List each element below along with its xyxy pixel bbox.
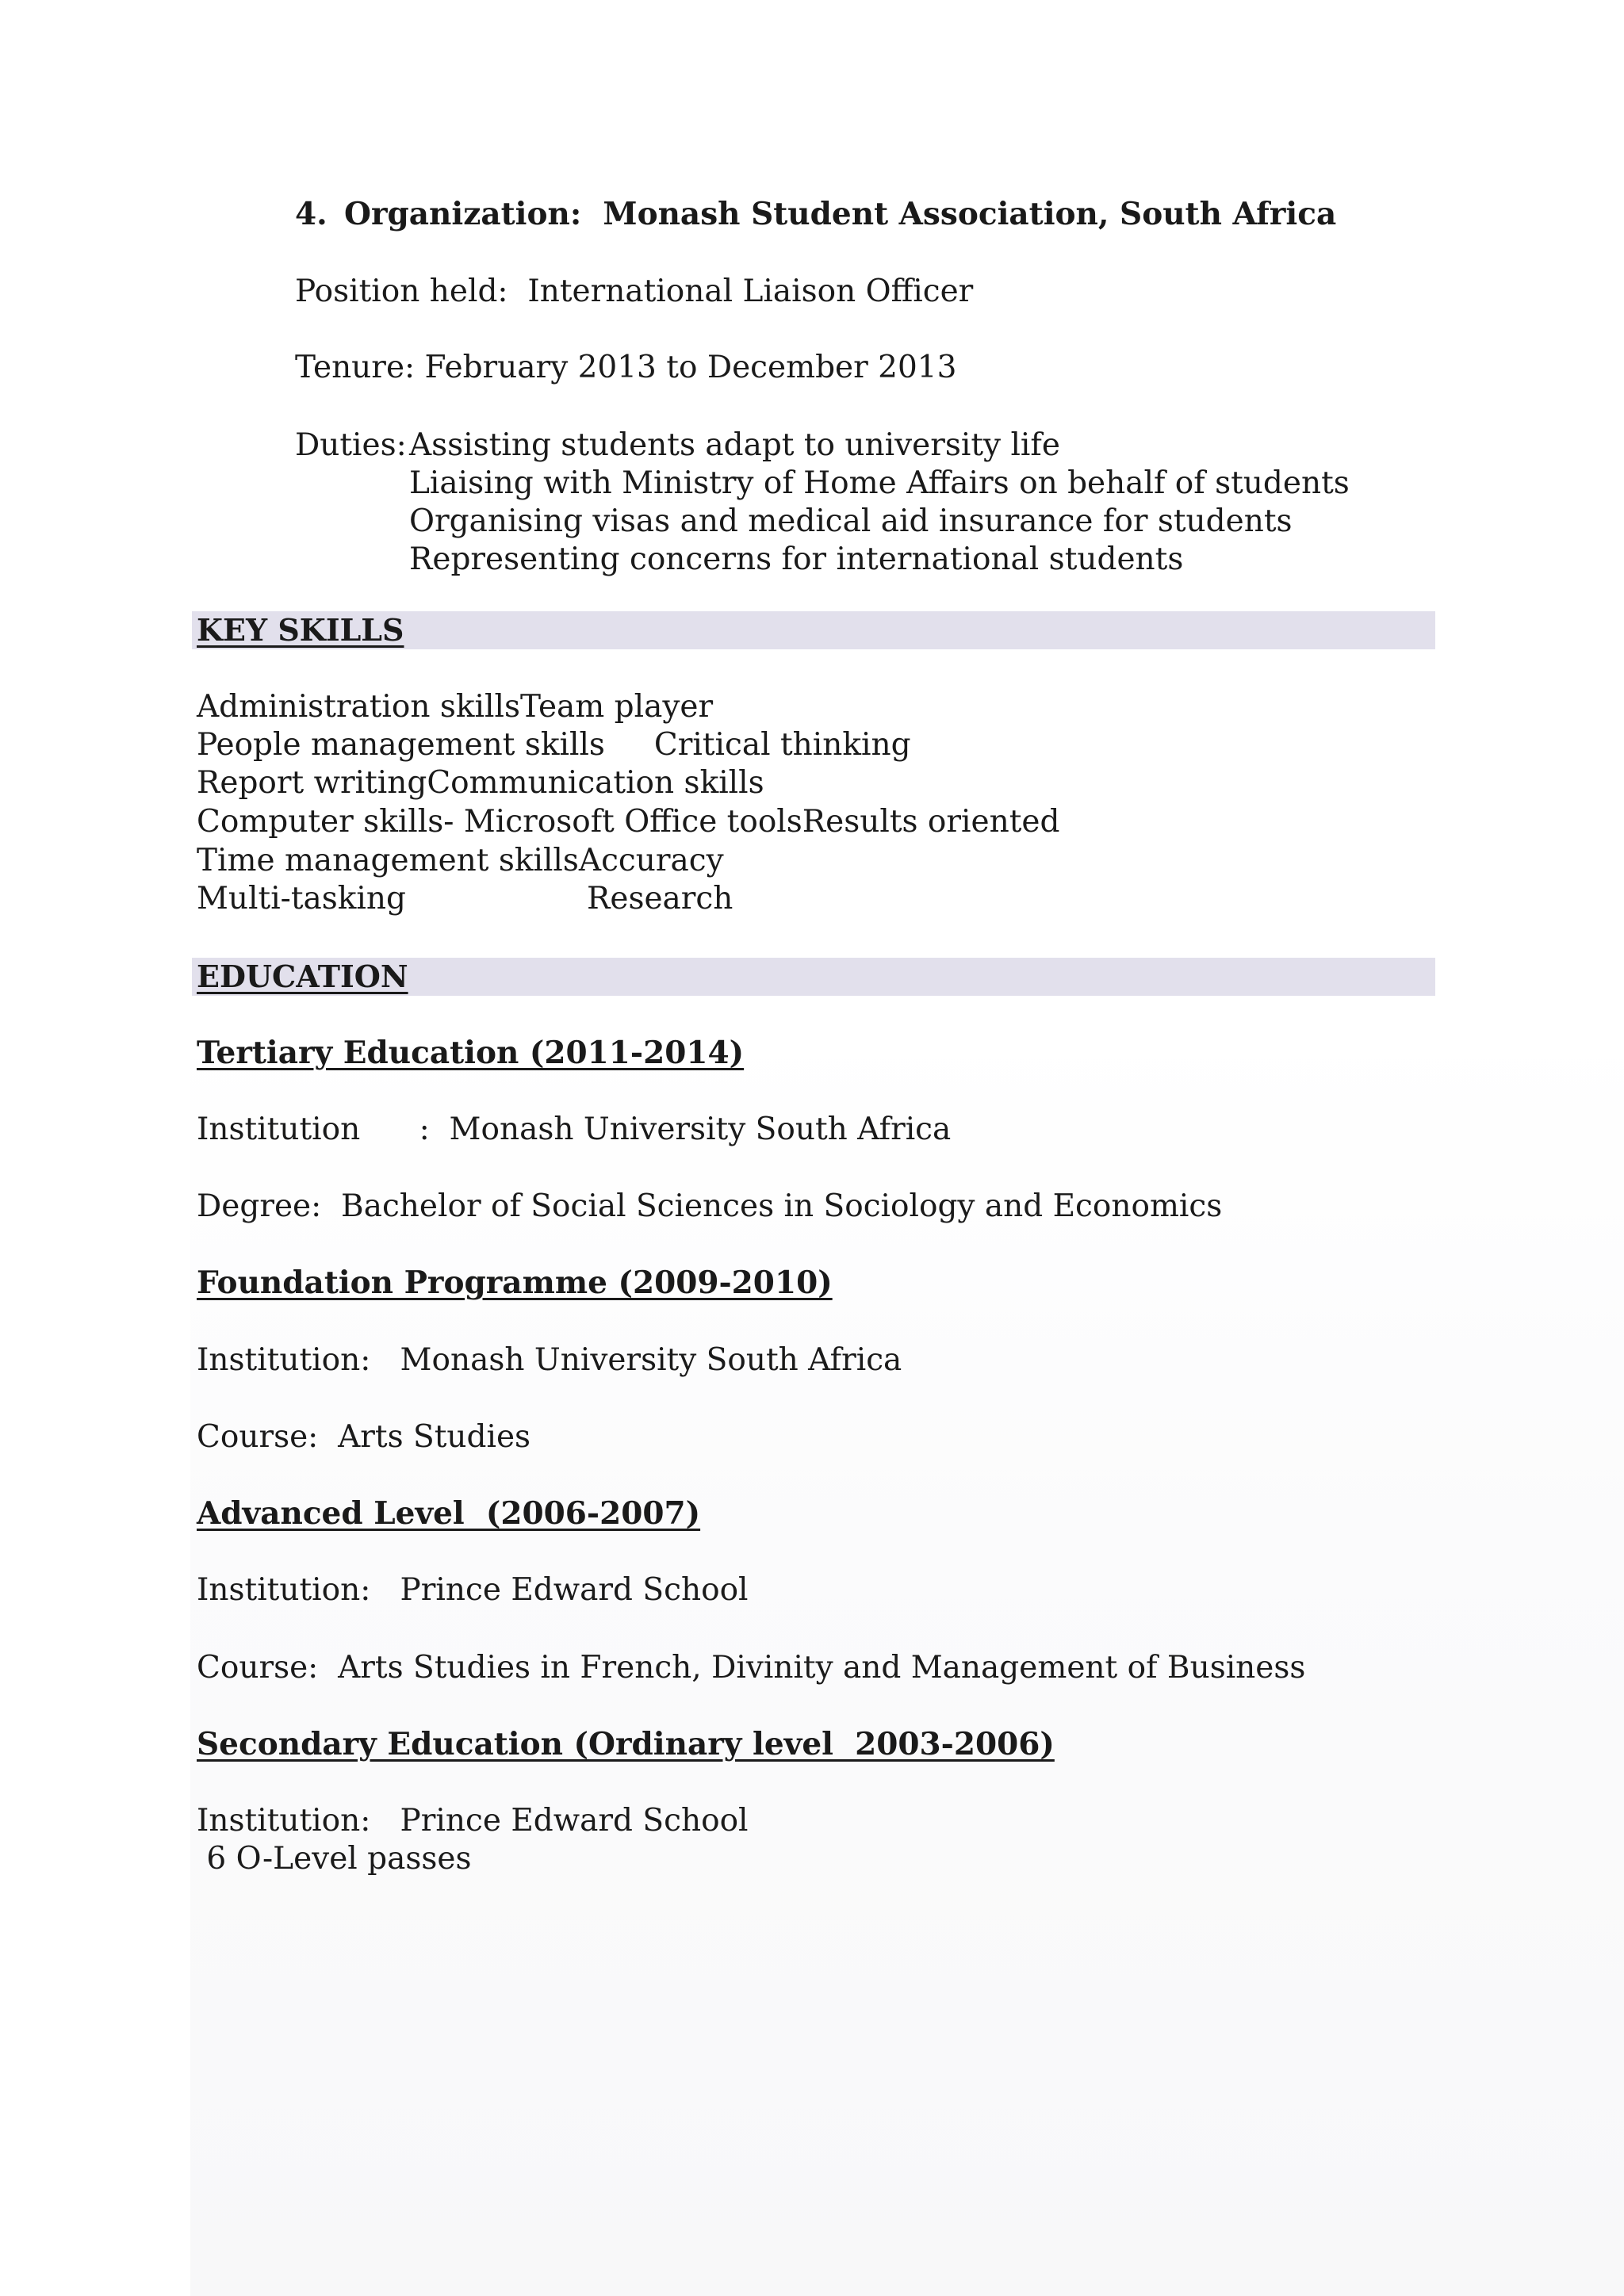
tertiary-degree: Degree: Bachelor of Social Sciences in Sociology and Economics [197,1188,1223,1224]
skill-line: Multi-tasking [197,881,406,916]
experience-organization: Organization: Monash Student Association, South Africa [344,196,1337,232]
foundation-course: Course: Arts Studies [197,1419,531,1455]
duty-item: Liaising with Ministry of Home Affairs on behalf of students [409,465,1350,501]
duty-item: Assisting students adapt to university life [409,427,1060,463]
experience-number: 4. [295,196,327,232]
secondary-heading: Secondary Education (Ordinary level 2003-2006) [197,1726,1055,1762]
experience-position: Position held: International Liaison Officer [295,274,974,309]
skill-line: Administration skillsTeam player [197,689,714,725]
experience-duties-label: Duties: [295,427,407,463]
skill-line: People management skills Critical thinking [197,727,911,763]
education-section-bar [192,958,1435,996]
tertiary-institution: Institution : Monash University South Africa [197,1112,952,1147]
duty-item: Representing concerns for international students [409,541,1184,577]
skill-line: Time management skillsAccuracy [197,843,724,878]
skill-line: Computer skills- Microsoft Office toolsResults oriented [197,804,1060,840]
foundation-heading: Foundation Programme (2009-2010) [197,1265,833,1301]
experience-tenure: Tenure: February 2013 to December 2013 [295,350,957,385]
advanced-heading: Advanced Level (2006-2007) [197,1495,701,1532]
education-heading: EDUCATION [197,959,408,994]
advanced-course: Course: Arts Studies in French, Divinity and Management of Business [197,1650,1306,1686]
secondary-passes: 6 O-Level passes [197,1841,472,1877]
key-skills-section-bar [192,611,1435,649]
tertiary-heading: Tertiary Education (2011-2014) [197,1035,745,1071]
foundation-institution: Institution: Monash University South Africa [197,1342,902,1378]
duty-item: Organising visas and medical aid insurance for students [409,503,1293,539]
advanced-institution: Institution: Prince Edward School [197,1572,749,1608]
secondary-institution: Institution: Prince Edward School [197,1803,749,1839]
skill-research: Research [587,881,733,916]
key-skills-heading: KEY SKILLS [197,612,404,648]
skill-line: Report writingCommunication skills [197,765,764,801]
